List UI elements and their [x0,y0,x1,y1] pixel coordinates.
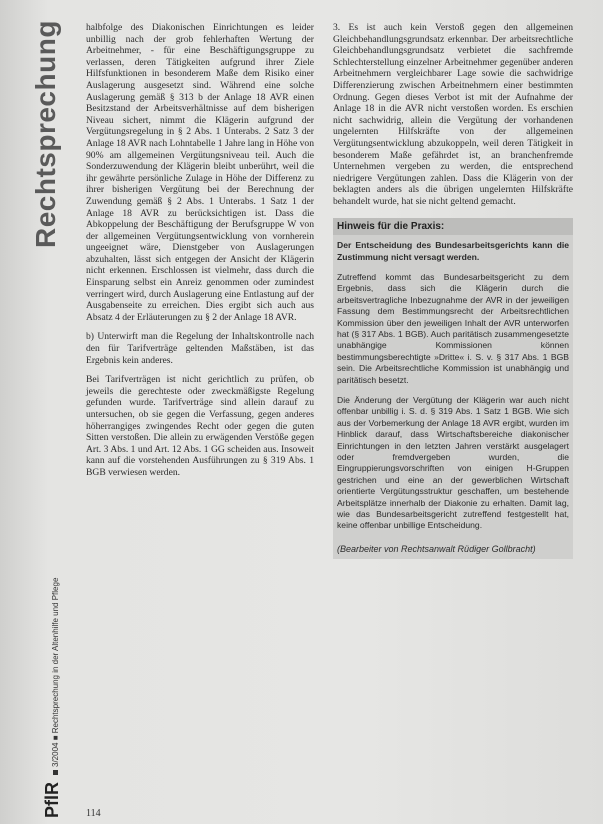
praxis-heading: Hinweis für die Praxis: [333,218,573,236]
journal-line [42,578,63,818]
left-paragraph: b) Unterwirft man die Regelung der Inhaltskontrolle nach den für Tarifverträge geltenden Maßstäben, ist das Ergebnis kein anderes. [86,331,314,366]
left-paragraph: Bei Tarifverträgen ist nicht gerichtlich zu prüfen, ob jeweils die gerechteste oder zweckmäßigste Regelung gefunden wurde. Tarifverträge sind allein darauf zu untersuchen, ob sie gegen die Verfassung, gegen anderes höherrangiges zwingendes Recht oder gegen die guten Sitten verstoßen. Die allein zu erwägenden Verstöße gegen Art. 3 Abs. 1 und Art. 12 Abs. 1 GG scheiden aus. Insoweit kann auf die vorstehenden Ausführungen zu § 319 Abs. 1 BGB verwiesen werden. [86,374,314,478]
left-column [86,22,314,487]
section-title-text: Rechtsprechung [30,20,61,248]
praxis-paragraph: Zutreffend kommt das Bundesarbeitsgericht zu dem Ergebnis, dass sich die Klägerin durch die arbeitsvertragliche Inbezugnahme der AVR in der jeweiligen Fassung dem Bestimmungsrecht der Arbeitsrechtlichen Kommission über den jeweiligen Inhalt der AVR unterworfen hat (§ 317 Abs. 1 BGB). Auch paritätisch zusammengesetzte unabhängige Kommissionen können bestimmungsberechtigte »Dritte« i. S. v. § 317 Abs. 1 BGB sein. Die Arbeitsrechtliche Kommission ist unabhängig und paritätisch besetzt. [337,271,569,385]
right-paragraph: 3. Es ist auch kein Verstoß gegen den allgemeinen Gleichbehandlungsgrundsatz erkennbar. Der arbeitsrechtliche Gleichbehandlungsgrundsatz verbietet die sachfremde Schlechterstellung einzelner Arbeitnehmer gegenüber anderen Arbeitnehmern vergleichbarer Lage sowie die sachwidrige Differenzierung zwischen Arbeitnehmern einer bestimmten Ordnung. Gegen dieses Verbot ist mit der Aufnahme der Anlage 18 in die AVR nicht verstoßen worden. Es erschien nicht sachwidrig, allein die Vergütung der vorhandenen ungelernten Hilfskräfte von der allgemeinen Vergütungsentwicklung abzukoppeln, weil deren Tätigkeit in besonderem Maße gefährdet ist, an branchenfremde Unternehmen vergeben zu werden, die entsprechend niedrigere Vergütungen zahlen. Dass die Klägerin von der beklagten anders als die übrigen ungelernten Hilfskräfte behandelt wurde, hat sie nicht geltend gemacht. [333,22,573,207]
page-number: 114 [86,808,101,819]
praxis-paragraph: Die Änderung der Vergütung der Klägerin war auch nicht offenbar unbillig i. S. d. § 319 Abs. 1 Satz 1 BGB. Wie sich aus der Vorbemerkung der Anlage 18 AVR ergibt, wurden im Hinblick darauf, dass Wirtschaftsbereiche diakonischer Einrichtungen in den letzten Jahren verstärkt ausgelagert oder fremdvergeben wurden, die Eingruppierungsvorschriften von einigen H-Gruppen gestrichen und eine an der gewerblichen Wirtschaft orientierte Vergütungsstruktur geschaffen, um bestehende Arbeitsplätze innerhalb der Diakonie zu erhalten. Damit lag, wie das Bundesarbeitsgericht zutreffend festgestellt hat, keine offenbar unbillige Entscheidung. [337,394,569,531]
journal-footer [40,560,70,820]
square-bullet-icon [53,770,58,775]
praxis-lead: Der Entscheidung des Bundesarbeitsgerichts kann die Zustimmung nicht versagt werden. [337,240,569,262]
journal-info: 3/2004 ■ Rechtsprechung in der Altenhilfe und Pflege [51,577,60,767]
journal-logo: PflR [42,782,62,818]
author-note: (Bearbeiter von Rechtsanwalt Rüdiger Gollbracht) [337,543,536,554]
section-title [22,20,72,250]
praxis-box [333,235,573,559]
left-paragraph: halbfolge des Diakonischen Einrichtungen es leider unbillig nach der grob fehlerhaften Wertung der Arbeitnehmer, - für eine Beschäftigungsgruppe zu verlassen, deren Tätigkeiten aufgrund ihrer Ziele Hilfsfunktionen in besonderem Maße dem Risiko einer Auslagerung ausgesetzt sind. Während eine solche Auslagerung gemäß § 313 b der Anlage 18 AVR einen Besitzstand der Arbeitsverhältnisse auf dem bisherigen Niveau sichert, nimmt die Klägerin aufgrund der Vergütungsregelung in § 2 Abs. 1 Unterabs. 2 Satz 3 der Anlage 18 AVR nach Lohntabelle 1 Jahre lang in Höhe von 90% am allgemeinen Vergütungsniveau teil. Auch die Sonderzuwendung der Klägerin bleibt unberührt, weil die ihr gewährte persönliche Zulage in Höhe der Differenz zu ihrer bisherigen Vergütung bei der Berechnung der Zuwendung gemäß § 2 Abs. 1 Unterabs. 1 Satz 1 der Anlage 18 AVR zu berücksichtigen ist. Dass die Abkoppelung der Beschäftigung der Berufsgruppe W von der allgemeinen Vergütungsentwicklung von vornherein ungeeignet wäre, Dienstgeber von Auslagerungen abzuhalten, lässt sich entgegen der Ansicht der Klägerin nicht erkennen. Erschlossen ist vielmehr, dass durch die Einsparung selbst ein Anreiz genommen oder zumindest verringert wird, durch Auslagerung eine Entlastung auf der Ausgabenseite zu erreichen. Dies ergibt sich auch aus Absatz 4 der Erläuterungen zu § 2 der Anlage 18 AVR. [86,22,314,323]
right-column [333,22,573,559]
